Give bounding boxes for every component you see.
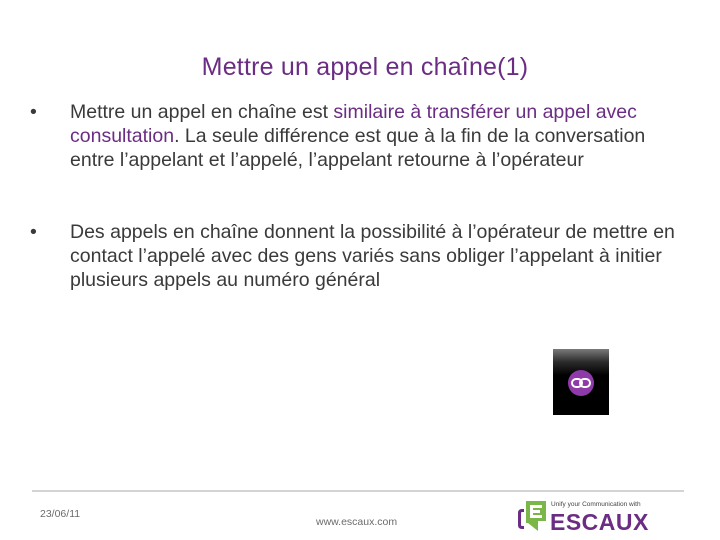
bullet-list	[30, 100, 680, 292]
logo-tagline: Unify your Communication with	[551, 501, 641, 508]
escaux-logo-mark-icon	[516, 499, 548, 533]
bullet-text-end: . La seule différence est que à la fin de la conversation entre l’appelant et l’appelé, l’appelant retourne à l’opérateur	[70, 125, 646, 171]
footer-url: www.escaux.com	[316, 516, 398, 528]
escaux-logo	[516, 499, 676, 535]
footer-divider	[32, 490, 684, 492]
bullet-item-chaining-benefit	[30, 220, 680, 292]
slide-title: Mettre un appel en chaîne(1)	[201, 52, 529, 81]
chain-link-icon	[568, 370, 594, 396]
bullet-text: Des appels en chaîne donnent la possibilité à l’opérateur de mettre en contact l’appelé avec des gens variés sans obliger l’appelant à initier plusieurs appels au numéro général	[70, 221, 675, 291]
logo-wordmark: ESCAUX	[550, 509, 649, 535]
bullet-text-highlight: similaire à transférer un appel avec consultation	[70, 101, 637, 147]
bullet-text-start: Mettre un appel en chaîne est	[70, 101, 334, 123]
bullet-item-chaining-definition	[30, 100, 680, 172]
footer-date: 23/06/11	[40, 508, 81, 520]
bullet-glyph: •	[30, 101, 37, 123]
bullet-glyph: •	[30, 221, 37, 243]
chain-call-button[interactable]	[553, 349, 609, 415]
